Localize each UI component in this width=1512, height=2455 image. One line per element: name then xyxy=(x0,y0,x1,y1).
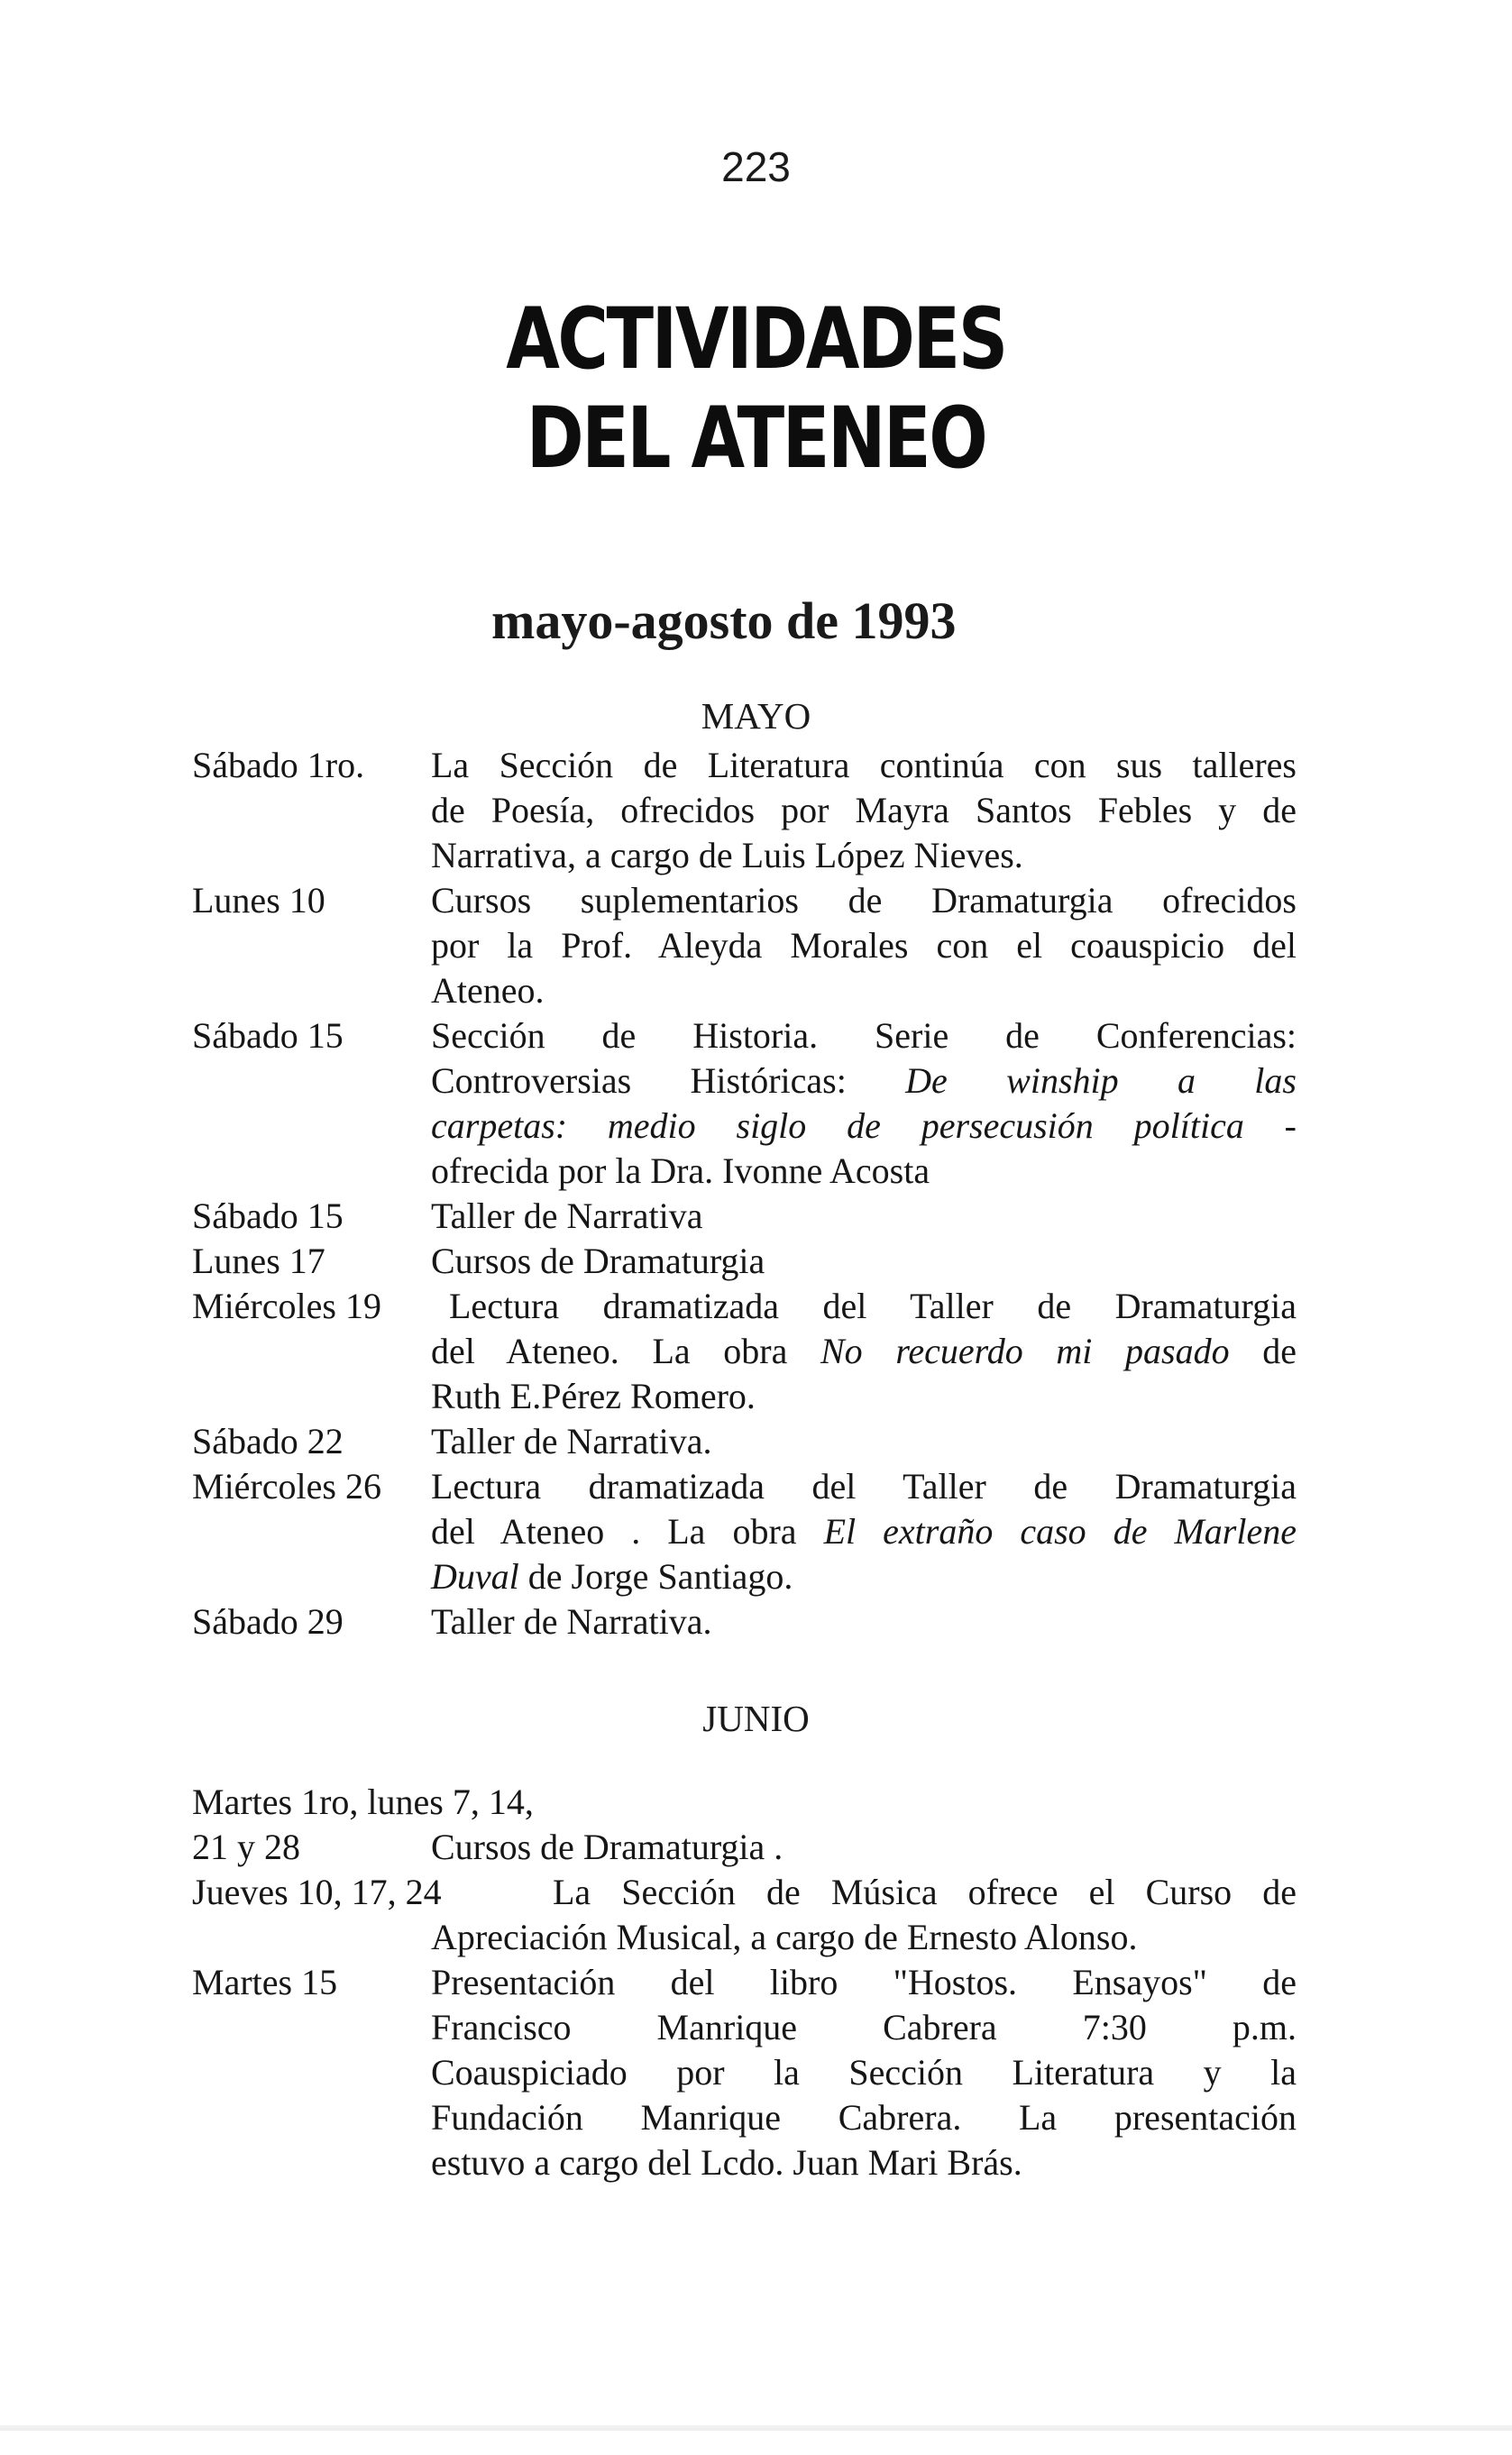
description-line: Cursos de Dramaturgia . xyxy=(431,1827,783,1867)
event-description xyxy=(431,1915,1297,1960)
description-line: Apreciación Musical, a cargo de Ernesto Alonso. xyxy=(431,1917,1138,1957)
page-bottom-edge xyxy=(0,2425,1512,2431)
description-line: Francisco Manrique Cabrera 7:30 p.m. xyxy=(431,2007,1297,2047)
event-description xyxy=(431,1194,1297,1239)
event-date: Jueves 10, 17, 24 xyxy=(192,1872,442,1912)
description-line: La Sección de Literatura continúa con sus talleres xyxy=(431,745,1297,785)
event-date: Lunes 10 xyxy=(192,880,325,921)
description-line: Sección de Historia. Serie de Conferencias: xyxy=(431,1015,1297,1056)
description-line: Taller de Narrativa. xyxy=(431,1421,712,1461)
description-line: Duval de Jorge Santiago. xyxy=(431,1556,793,1597)
event-date: Martes 1ro, lunes 7, 14, xyxy=(192,1782,534,1822)
event-description xyxy=(431,1284,1297,1419)
play-title: No recuerdo mi pasado xyxy=(820,1331,1230,1371)
subtitle: mayo-agosto de 1993 xyxy=(491,591,957,650)
title-line-1: ACTIVIDADES xyxy=(506,290,1006,389)
event-date: Sábado 1ro. xyxy=(192,745,365,785)
description-line: Ruth E.Pérez Romero. xyxy=(431,1376,756,1416)
description-line: Cursos de Dramaturgia xyxy=(431,1241,765,1281)
description-line: Taller de Narrativa. xyxy=(431,1601,712,1642)
event-description xyxy=(431,743,1297,878)
description-line: ofrecida por la Dra. Ivonne Acosta xyxy=(431,1150,930,1191)
event-description xyxy=(431,1599,1297,1644)
description-line: Presentación del libro "Hostos. Ensayos" de xyxy=(431,1962,1297,2002)
description-line: por la Prof. Aleyda Morales con el coauspicio del xyxy=(431,925,1297,966)
description-line: Controversias Históricas: De winship a las xyxy=(431,1060,1297,1101)
event-description xyxy=(431,1239,1297,1284)
description-line: de Poesía, ofrecidos por Mayra Santos Febles y de xyxy=(431,790,1297,830)
event-description xyxy=(431,1825,1297,1870)
description-line: Lectura dramatizada del Taller de Dramaturgia xyxy=(449,1286,1297,1326)
description-line: del Ateneo . La obra El extraño caso de Marlene xyxy=(431,1511,1297,1552)
description-line xyxy=(431,1104,1297,1149)
lecture-title: De winship a las xyxy=(905,1060,1297,1101)
description-line: Cursos suplementarios de Dramaturgia ofrecidos xyxy=(431,880,1297,921)
play-title: Duval xyxy=(431,1556,519,1597)
event-description xyxy=(431,1960,1297,2185)
event-description xyxy=(431,878,1297,1013)
title-line-2: DEL ATENEO xyxy=(526,389,986,488)
description-line: Lectura dramatizada del Taller de Dramaturgia xyxy=(431,1466,1297,1507)
page-number: 223 xyxy=(721,143,791,190)
event-date: Miércoles 26 xyxy=(192,1466,381,1507)
description-line: Taller de Narrativa xyxy=(431,1195,703,1236)
play-title: El extraño caso de Marlene xyxy=(823,1511,1297,1552)
month-heading-junio: JUNIO xyxy=(702,1698,810,1739)
event-description xyxy=(431,1419,1297,1464)
lecture-title: carpetas: medio siglo de persecusión política - xyxy=(431,1105,1297,1146)
event-description xyxy=(431,1013,1297,1194)
event-date: Sábado 29 xyxy=(192,1601,344,1642)
description-line: La Sección de Música ofrece el Curso de xyxy=(553,1872,1297,1912)
description-line: Narrativa, a cargo de Luis López Nieves. xyxy=(431,835,1023,875)
event-description xyxy=(431,1464,1297,1599)
event-date: Sábado 22 xyxy=(192,1421,344,1461)
event-description xyxy=(553,1870,1297,1915)
description-line: Fundación Manrique Cabrera. La presentación xyxy=(431,2097,1297,2138)
event-date: Sábado 15 xyxy=(192,1195,344,1236)
description-line: estuvo a cargo del Lcdo. Juan Mari Brás. xyxy=(431,2142,1022,2183)
month-heading-mayo: MAYO xyxy=(701,695,811,737)
description-line: Ateneo. xyxy=(431,970,545,1011)
description-line: Coauspiciado por la Sección Literatura y la xyxy=(431,2052,1297,2093)
event-date: Sábado 15 xyxy=(192,1015,344,1056)
event-date: Miércoles 19 xyxy=(192,1286,381,1326)
description-line: del Ateneo. La obra No recuerdo mi pasado de xyxy=(431,1331,1297,1371)
event-date: Lunes 17 xyxy=(192,1241,325,1281)
event-date: 21 y 28 xyxy=(192,1827,300,1867)
event-date: Martes 15 xyxy=(192,1962,338,2002)
